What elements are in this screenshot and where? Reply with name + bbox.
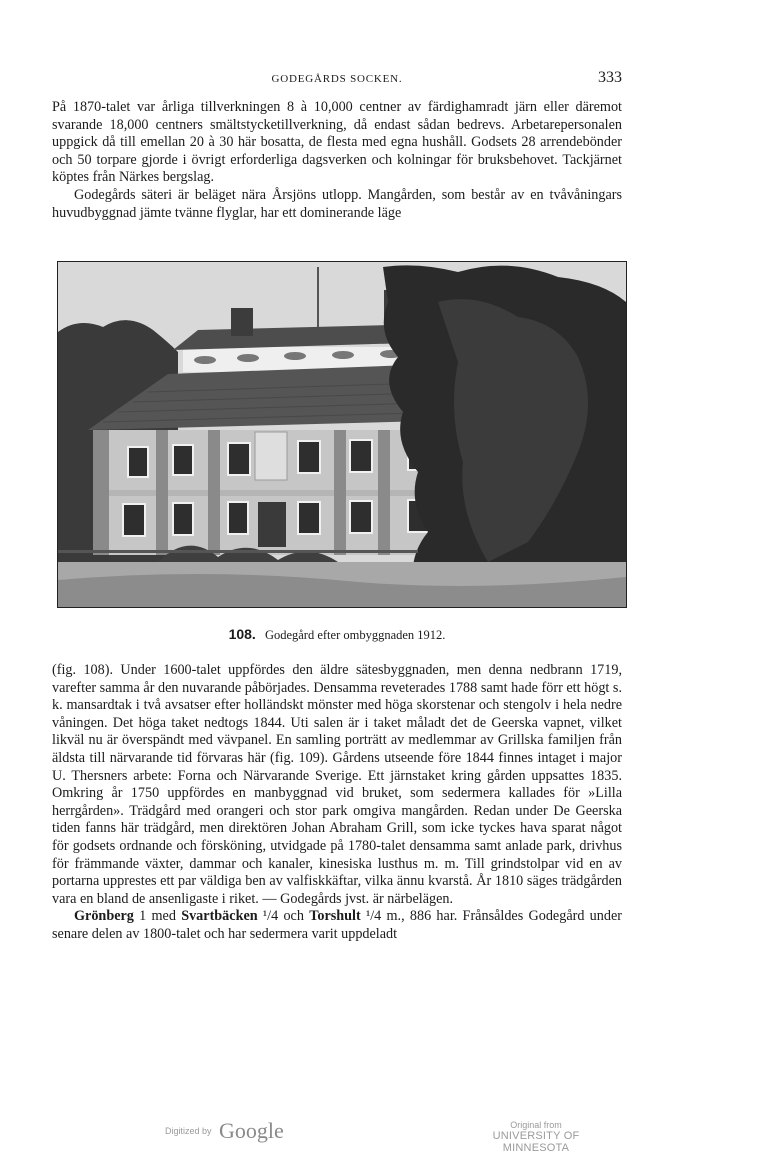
figure-caption-text: Godegård efter ombyggnaden 1912.: [264, 628, 446, 642]
original-from-label: Original from: [510, 1120, 562, 1130]
page-number: 333: [598, 69, 622, 86]
paragraph-history: (fig. 108). Under 1600-talet uppfördes den äldre sätesbyggnaden, men denna nedbrann 1719, varefter samma år den nuvarande påbörjades. Densamma reveterades 1788 samt hade förr ett högt s. k. mansardtak i två avsatser efter holländskt mönster med höga skorstenar och stengolv i hela nedre våningen. Det höga taket nedtogs 1844. Uti salen är i taket måladt det de Geerska vapnet, vilket likväl nu är överspändt med vävpanel. En samling porträtt av medlemmar av Grillska familjen från äldsta till närvarande tid förvaras här (fig. 109). Gårdens utseende före 1844 finnes intaget i major U. Thersners arbete: Forna och Närvarande Sverige. Ett järnstaket kring gården uppsattes 1835. Omkring år 1750 uppfördes en manbyggnad vid bruket, som sedermera kallades för »Lilla herrgården». Trädgård med orangeri och stor park omgiva mangården. Redan under De Geerska tiden fanns här trädgård, men direktören Johan Abraham Grill, som icke tyckes hava sparat något för godsets ordnande och försköning, utvidgade på 1780-talet densamma samt anlade park, drivhus för främmande växter, dammar och kanaler, kinesiska lusthus m. m. Till grindstolpar vid en av portarna upprestes ett par väldiga ben av valfiskkäftar, vilka ännu kvarstå. År 1810 säges trädgården vara en bland de ansenligaste i riket. — Godegårds jvst. är närbelägen.: [52, 662, 622, 907]
paragraph-sateri: Godegårds säteri är beläget nära Årsjöns utlopp. Mangården, som består av en tvåvåningars huvudbyggnad jämte tvänne flyglar, har ett dominerande läge: [52, 186, 622, 221]
figure-photograph: [57, 261, 627, 608]
original-source: [462, 1120, 610, 1154]
estate-name-gronberg: Grönberg: [74, 908, 134, 925]
estate-name-svartbacken: Svartbäcken: [181, 908, 258, 925]
paragraph-estates: [52, 908, 622, 943]
estate-text-1: 1 med: [133, 908, 182, 925]
university-name: UNIVERSITY OF MINNESOTA: [492, 1130, 580, 1154]
digitized-by-google: [165, 1118, 284, 1144]
body-text-bottom: [52, 662, 622, 944]
figure-number: 108.: [228, 626, 256, 642]
manor-house-photo: [58, 262, 626, 607]
estate-text-3: ¹/4 m., 886 har. Frånsåldes Godegård under senare delen av 1800-talet och har sedermera varit uppdeladt: [52, 908, 622, 942]
estate-text-2: ¹/4 och: [257, 908, 310, 925]
body-text-top: [52, 99, 622, 222]
figure-caption: [52, 626, 622, 643]
google-logo: Google: [218, 1118, 284, 1143]
running-head: GODEGÅRDS SOCKEN.: [271, 73, 403, 85]
paragraph-production: På 1870-talet var årliga tillverkningen 8 à 10,000 centner av färdighamradt järn eller däremot svarande 18,000 centners smältstycketillverkning, då endast sådan bedrevs. Arbetarepersonalen uppgick då till emellan 20 à 30 här bosatta, de flesta med egna hushåll. Godsets 28 arrendebönder och 50 torpare gjorde i övrigt erforderliga dagsverken och kolningar för bruksbehovet. Tackjärnet köptes från Närkes bergslag.: [52, 99, 622, 186]
estate-name-torshult: Torshult: [309, 908, 361, 925]
page-header: [52, 70, 622, 90]
digitized-by-label: Digitized by: [165, 1126, 212, 1136]
